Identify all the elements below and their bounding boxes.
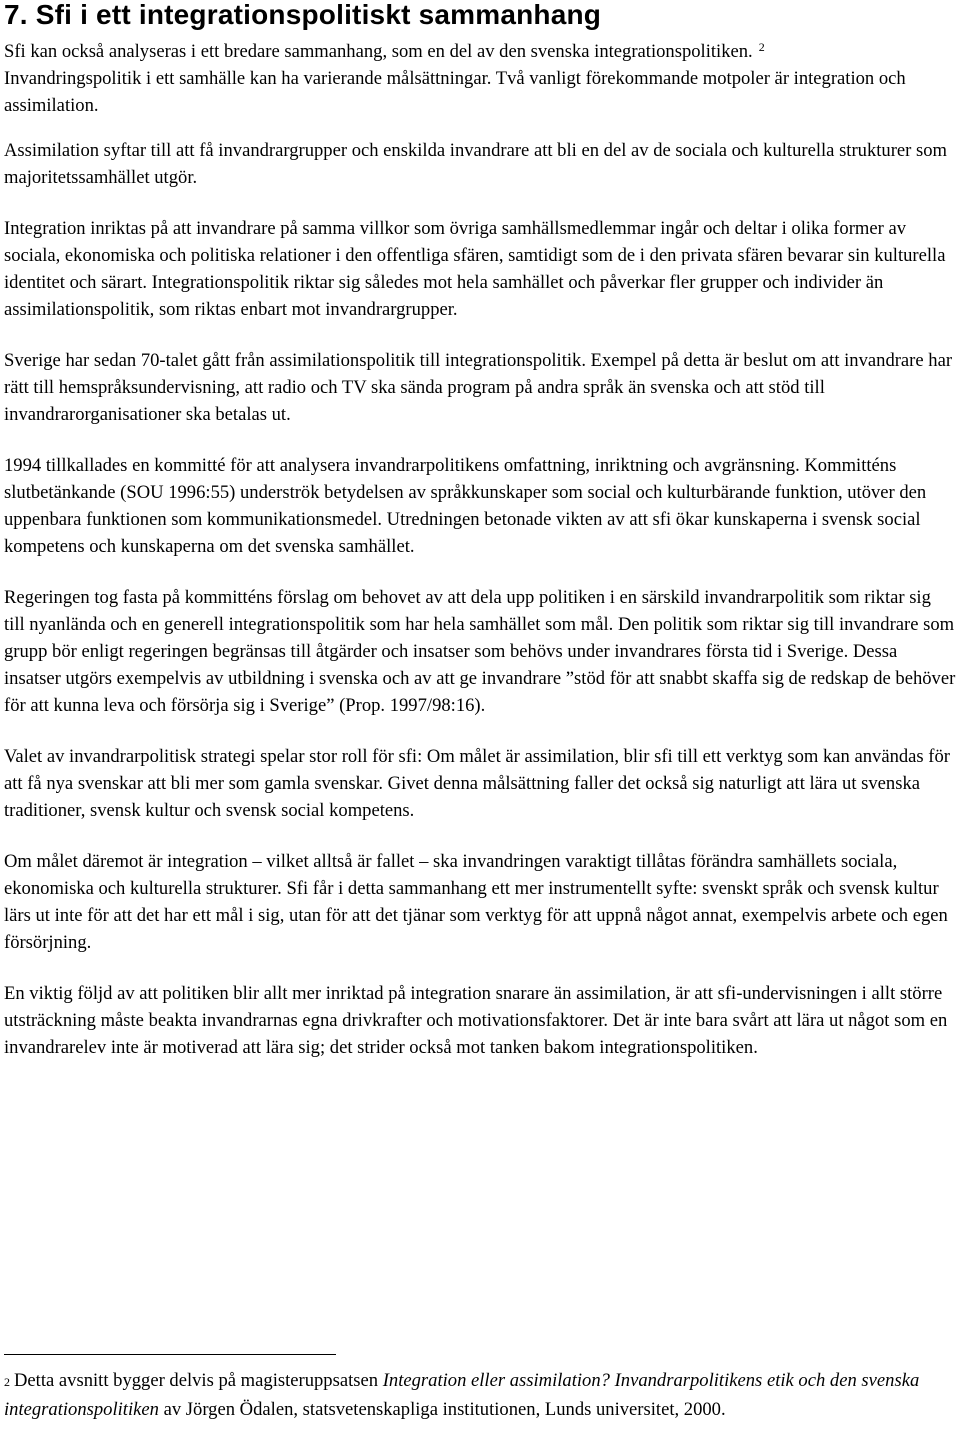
document-page <box>4 0 956 1061</box>
paragraph-integration: Integration inriktas på att invandrare på samma villkor som övriga samhällsmedlemmar ingår och deltar i olika former av sociala, ekonomiska och politiska relationer i den offentliga sfären, samtidigt som de i den privata sfären bevarar sin kulturella identitet och särart. Integrationspolitik riktar sig således mot hela samhället och påverkar fler grupper och individer än assimilationspolitik, som riktas enbart mot invandrargrupper. <box>4 218 946 320</box>
paragraph-strategy: Valet av invandrarpolitisk strategi spelar stor roll för sfi: Om målet är assimilation, blir sfi till ett verktyg som kan användas för att få nya svenskar att bli mer som gamla svenskar. Givet denna målsättning faller det också sig naturligt att lära ut svenska traditioner, svensk kultur och svensk social kompetens. <box>4 746 950 821</box>
paragraph-sweden-history: Sverige har sedan 70-talet gått från assimilationspolitik till integrationspolitik. Exempel på detta är beslut om att invandrare har rätt till hemspråksundervisning, att radio och TV ska sända program på andra språk än svenska och att stöd till invandrarorganisationer ska betalas ut. <box>4 350 953 425</box>
intro-text: Sfi kan också analyseras i ett bredare sammanhang, som en del av den svenska integrationspolitiken. <box>4 41 753 62</box>
section-heading: 7. Sfi i ett integrationspolitiskt sammanhang <box>4 0 602 30</box>
intro-paragraph <box>4 38 956 119</box>
paragraph-committee: 1994 tillkallades en kommitté för att analysera invandrarpolitikens omfattning, inriktning och avgränsning. Kommitténs slutbetänkande (SOU 1996:55) underströk betydelsen av språkkunskaper som social och kulturbärande funktion, utöver den uppenbara funktionen som kommunikationsmedel. Utredningen betonade vikten av att sfi ökar kunskaperna i svensk social kompetens och kunskaperna om det svenska samhället. <box>4 455 927 557</box>
footnote-divider <box>4 1354 336 1355</box>
paragraph-assimilation: Assimilation syftar till att få invandrargrupper och enskilda invandrare att bli en del av de sociala och kulturella strukturer som majoritetssamhället utgör. <box>4 140 948 188</box>
paragraph-government: Regeringen tog fasta på kommitténs förslag om behovet av att dela upp politiken i en särskild invandrarpolitik som riktar sig till nyanlända och en generell integrationspolitik som har hela samhället som mål. Den politik som riktar sig till invandrare som grupp bör enligt regeringen begränsas till åtgärder och insatser som behövs under invandrares första tid i Sverige. Dessa insatser utgörs exempelvis av utbildning i svenska och av att ge invandrare ”stöd för att snabbt skaffa sig de redskap de behöver för att kunna leva och försörja sig i Sverige” (Prop. 1997/98:16). <box>4 587 956 716</box>
footnote <box>4 1366 944 1424</box>
intro-text-2: Invandringspolitik i ett samhälle kan ha varierande målsättningar. Två vanligt förekommande motpoler är integration och assimilation. <box>4 68 906 116</box>
paragraph-integration-goal: Om målet däremot är integration – vilket alltså är fallet – ska invandringen varaktigt tillåtas förändra samhällets sociala, ekonomiska och kulturella strukturer. Sfi får i detta sammanhang ett mer instrumentellt syfte: svenskt språk och svensk kultur lärs ut inte för att det har ett mål i sig, utan för att det tjänar som verktyg för att uppnå något annat, exempelvis arbete och egen försörjning. <box>4 851 948 953</box>
footnote-ref: 2 <box>758 40 765 54</box>
footnote-number: 2 <box>4 1375 10 1389</box>
footnote-text-after: av Jörgen Ödalen, statsvetenskapliga institutionen, Lunds universitet, 2000. <box>163 1399 726 1420</box>
footnote-title: Integration eller assimilation? Invandrarpolitikens etik och den svenska integrationspolitiken <box>4 1370 920 1420</box>
paragraph-consequence: En viktig följd av att politiken blir allt mer inriktad på integration snarare än assimilation, är att sfi-undervisningen i allt större utsträckning måste beakta invandrarnas egna drivkrafter och motivationsfaktorer. Det är inte bara svårt att lära ut något som en invandrarelev inte är motiverad att lära sig; det strider också mot tanken bakom integrationspolitiken. <box>4 983 948 1058</box>
footnote-text-before: Detta avsnitt bygger delvis på magisteruppsatsen <box>14 1370 379 1391</box>
